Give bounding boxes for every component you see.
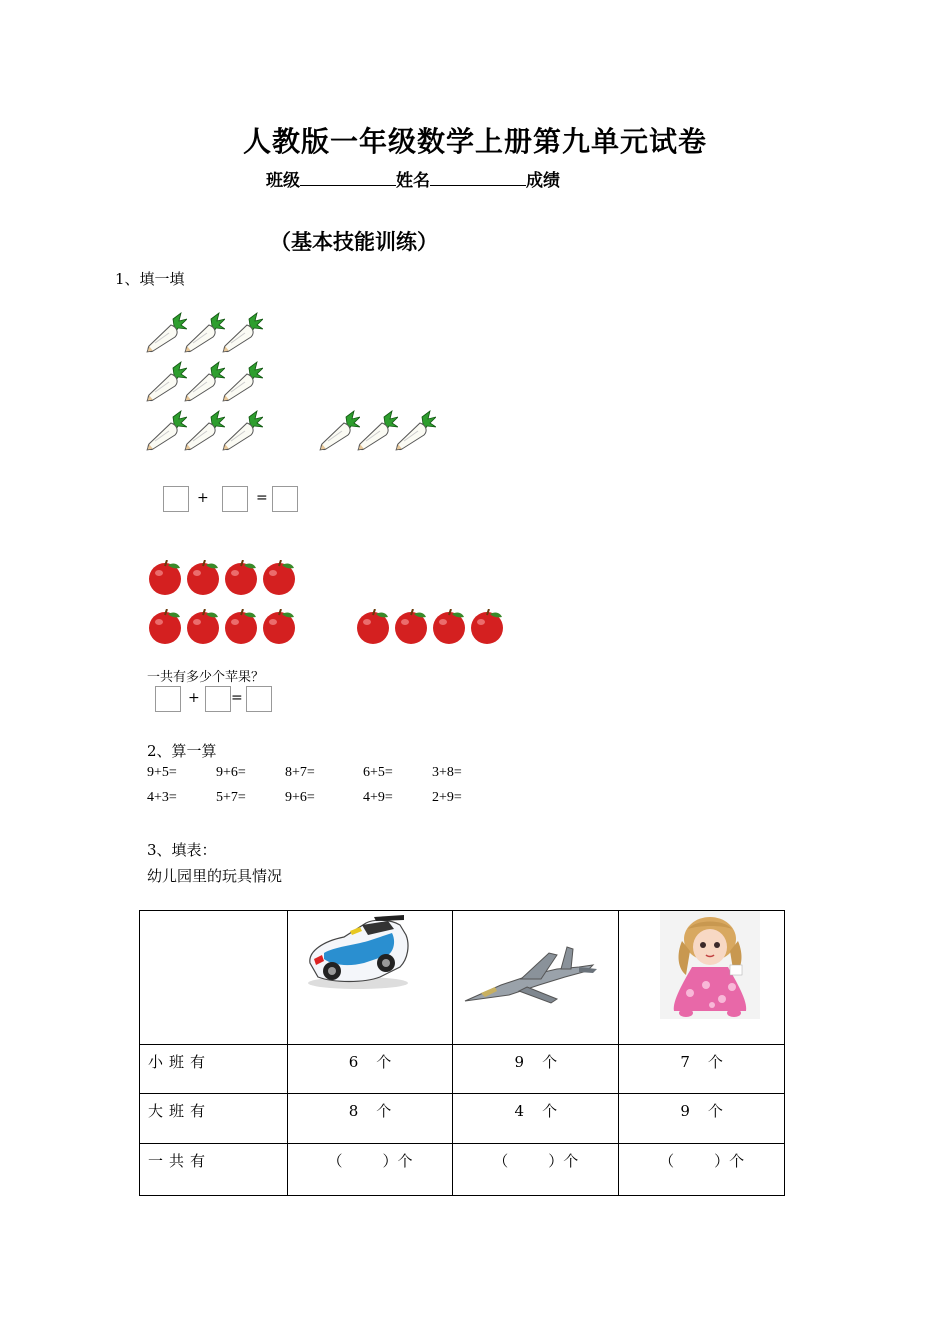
carrot-icon bbox=[221, 360, 263, 402]
apple-sum-box[interactable] bbox=[246, 686, 272, 712]
q1-heading: 1、填一填 bbox=[115, 270, 185, 288]
total-answer-cell[interactable] bbox=[453, 1144, 619, 1196]
carrot-icon bbox=[183, 360, 225, 402]
cell-unit: 个 bbox=[707, 1102, 723, 1120]
cell-unit: 个 bbox=[376, 1053, 392, 1071]
race-car-icon bbox=[304, 911, 414, 993]
table-row bbox=[140, 1144, 785, 1196]
cell-value: 6 bbox=[348, 1053, 359, 1071]
carrot-icon bbox=[183, 409, 225, 451]
cell-value: 9 bbox=[514, 1053, 525, 1071]
q3-subtitle: 幼儿园里的玩具情况 bbox=[147, 867, 283, 885]
equals-sign: = bbox=[231, 690, 243, 706]
apple-question: 一共有多少个苹果？ bbox=[147, 670, 265, 685]
student-info-line bbox=[266, 166, 560, 191]
table-row bbox=[140, 1094, 785, 1144]
total-answer-cell[interactable] bbox=[287, 1144, 453, 1196]
calc-item: 9+6= bbox=[285, 790, 315, 805]
table-cell[interactable] bbox=[453, 1045, 619, 1094]
apple-icon bbox=[394, 609, 430, 645]
close-paren-unit: ）个 bbox=[548, 1152, 579, 1170]
score-label: 成绩 bbox=[526, 171, 560, 191]
plus-sign: + bbox=[188, 690, 200, 706]
cell-unit: 个 bbox=[707, 1053, 723, 1071]
cell-value: 9 bbox=[680, 1102, 690, 1120]
section-heading: （基本技能训练） bbox=[270, 230, 438, 254]
apple-addend-1-box[interactable] bbox=[155, 686, 181, 712]
calc-item: 3+8= bbox=[432, 765, 462, 780]
carrot-icon bbox=[145, 311, 187, 353]
apple-icon bbox=[148, 609, 184, 645]
table-cell[interactable] bbox=[287, 1094, 453, 1144]
carrot-icon bbox=[183, 311, 225, 353]
calc-item: 8+7= bbox=[285, 765, 315, 780]
apple-addend-2-box[interactable] bbox=[205, 686, 231, 712]
calc-item: 2+9= bbox=[432, 790, 462, 805]
table-cell[interactable] bbox=[619, 1045, 785, 1094]
apple-icon bbox=[186, 560, 222, 596]
cell-unit: 个 bbox=[376, 1102, 392, 1120]
plus-sign: + bbox=[197, 490, 209, 506]
table-cell[interactable] bbox=[619, 1094, 785, 1144]
class-label: 班级 bbox=[266, 171, 300, 191]
row-label: 大班有 bbox=[140, 1094, 288, 1144]
apple-icon bbox=[262, 609, 298, 645]
cell-unit: 个 bbox=[542, 1102, 558, 1120]
class-blank[interactable] bbox=[300, 167, 396, 186]
q2-heading: 2、算一算 bbox=[147, 742, 217, 760]
table-row bbox=[140, 911, 785, 1045]
apple-icon bbox=[470, 609, 506, 645]
q3-heading: 3、填表： bbox=[147, 841, 217, 859]
open-paren: （ bbox=[493, 1152, 509, 1170]
carrot-icon bbox=[145, 409, 187, 451]
fighter-jet-icon bbox=[461, 941, 601, 1013]
calc-item: 9+6= bbox=[216, 765, 246, 780]
apple-icon bbox=[432, 609, 468, 645]
toy-image-cell bbox=[287, 911, 453, 1045]
calc-item: 4+3= bbox=[147, 790, 177, 805]
apple-icon bbox=[148, 560, 184, 596]
carrot-icon bbox=[318, 409, 360, 451]
toy-table bbox=[139, 910, 785, 1196]
row-label: 小班有 bbox=[140, 1045, 288, 1094]
carrot-addend-2-box[interactable] bbox=[222, 486, 248, 512]
equals-sign: = bbox=[256, 490, 268, 506]
row-label: 一共有 bbox=[140, 1144, 288, 1196]
carrot-icon bbox=[221, 311, 263, 353]
cell-unit: 个 bbox=[542, 1053, 558, 1071]
cell-value: 7 bbox=[680, 1053, 690, 1071]
close-paren-unit: ）个 bbox=[382, 1152, 413, 1170]
apple-icon bbox=[356, 609, 392, 645]
open-paren: （ bbox=[327, 1152, 343, 1170]
name-blank[interactable] bbox=[430, 167, 526, 186]
table-cell[interactable] bbox=[287, 1045, 453, 1094]
toy-image-cell bbox=[453, 911, 619, 1045]
cell-value: 8 bbox=[348, 1102, 359, 1120]
calc-item: 4+9= bbox=[363, 790, 393, 805]
page-title: 人教版一年级数学上册第九单元试卷 bbox=[242, 125, 707, 158]
name-label: 姓名 bbox=[396, 171, 430, 191]
carrot-sum-box[interactable] bbox=[272, 486, 298, 512]
carrot-icon bbox=[394, 409, 436, 451]
calc-item: 5+7= bbox=[216, 790, 246, 805]
carrot-icon bbox=[356, 409, 398, 451]
apple-icon bbox=[186, 609, 222, 645]
doll-icon bbox=[660, 911, 760, 1019]
apple-icon bbox=[262, 560, 298, 596]
calc-item: 6+5= bbox=[363, 765, 393, 780]
table-row bbox=[140, 1045, 785, 1094]
calc-item: 9+5= bbox=[147, 765, 177, 780]
carrot-icon bbox=[221, 409, 263, 451]
close-paren-unit: ）个 bbox=[714, 1152, 745, 1170]
carrot-icon bbox=[145, 360, 187, 402]
apple-icon bbox=[224, 609, 260, 645]
table-corner-cell bbox=[140, 911, 288, 1045]
total-answer-cell[interactable] bbox=[619, 1144, 785, 1196]
table-cell[interactable] bbox=[453, 1094, 619, 1144]
toy-image-cell bbox=[619, 911, 785, 1045]
apple-icon bbox=[224, 560, 260, 596]
cell-value: 4 bbox=[514, 1102, 525, 1120]
carrot-addend-1-box[interactable] bbox=[163, 486, 189, 512]
open-paren: （ bbox=[659, 1152, 675, 1170]
